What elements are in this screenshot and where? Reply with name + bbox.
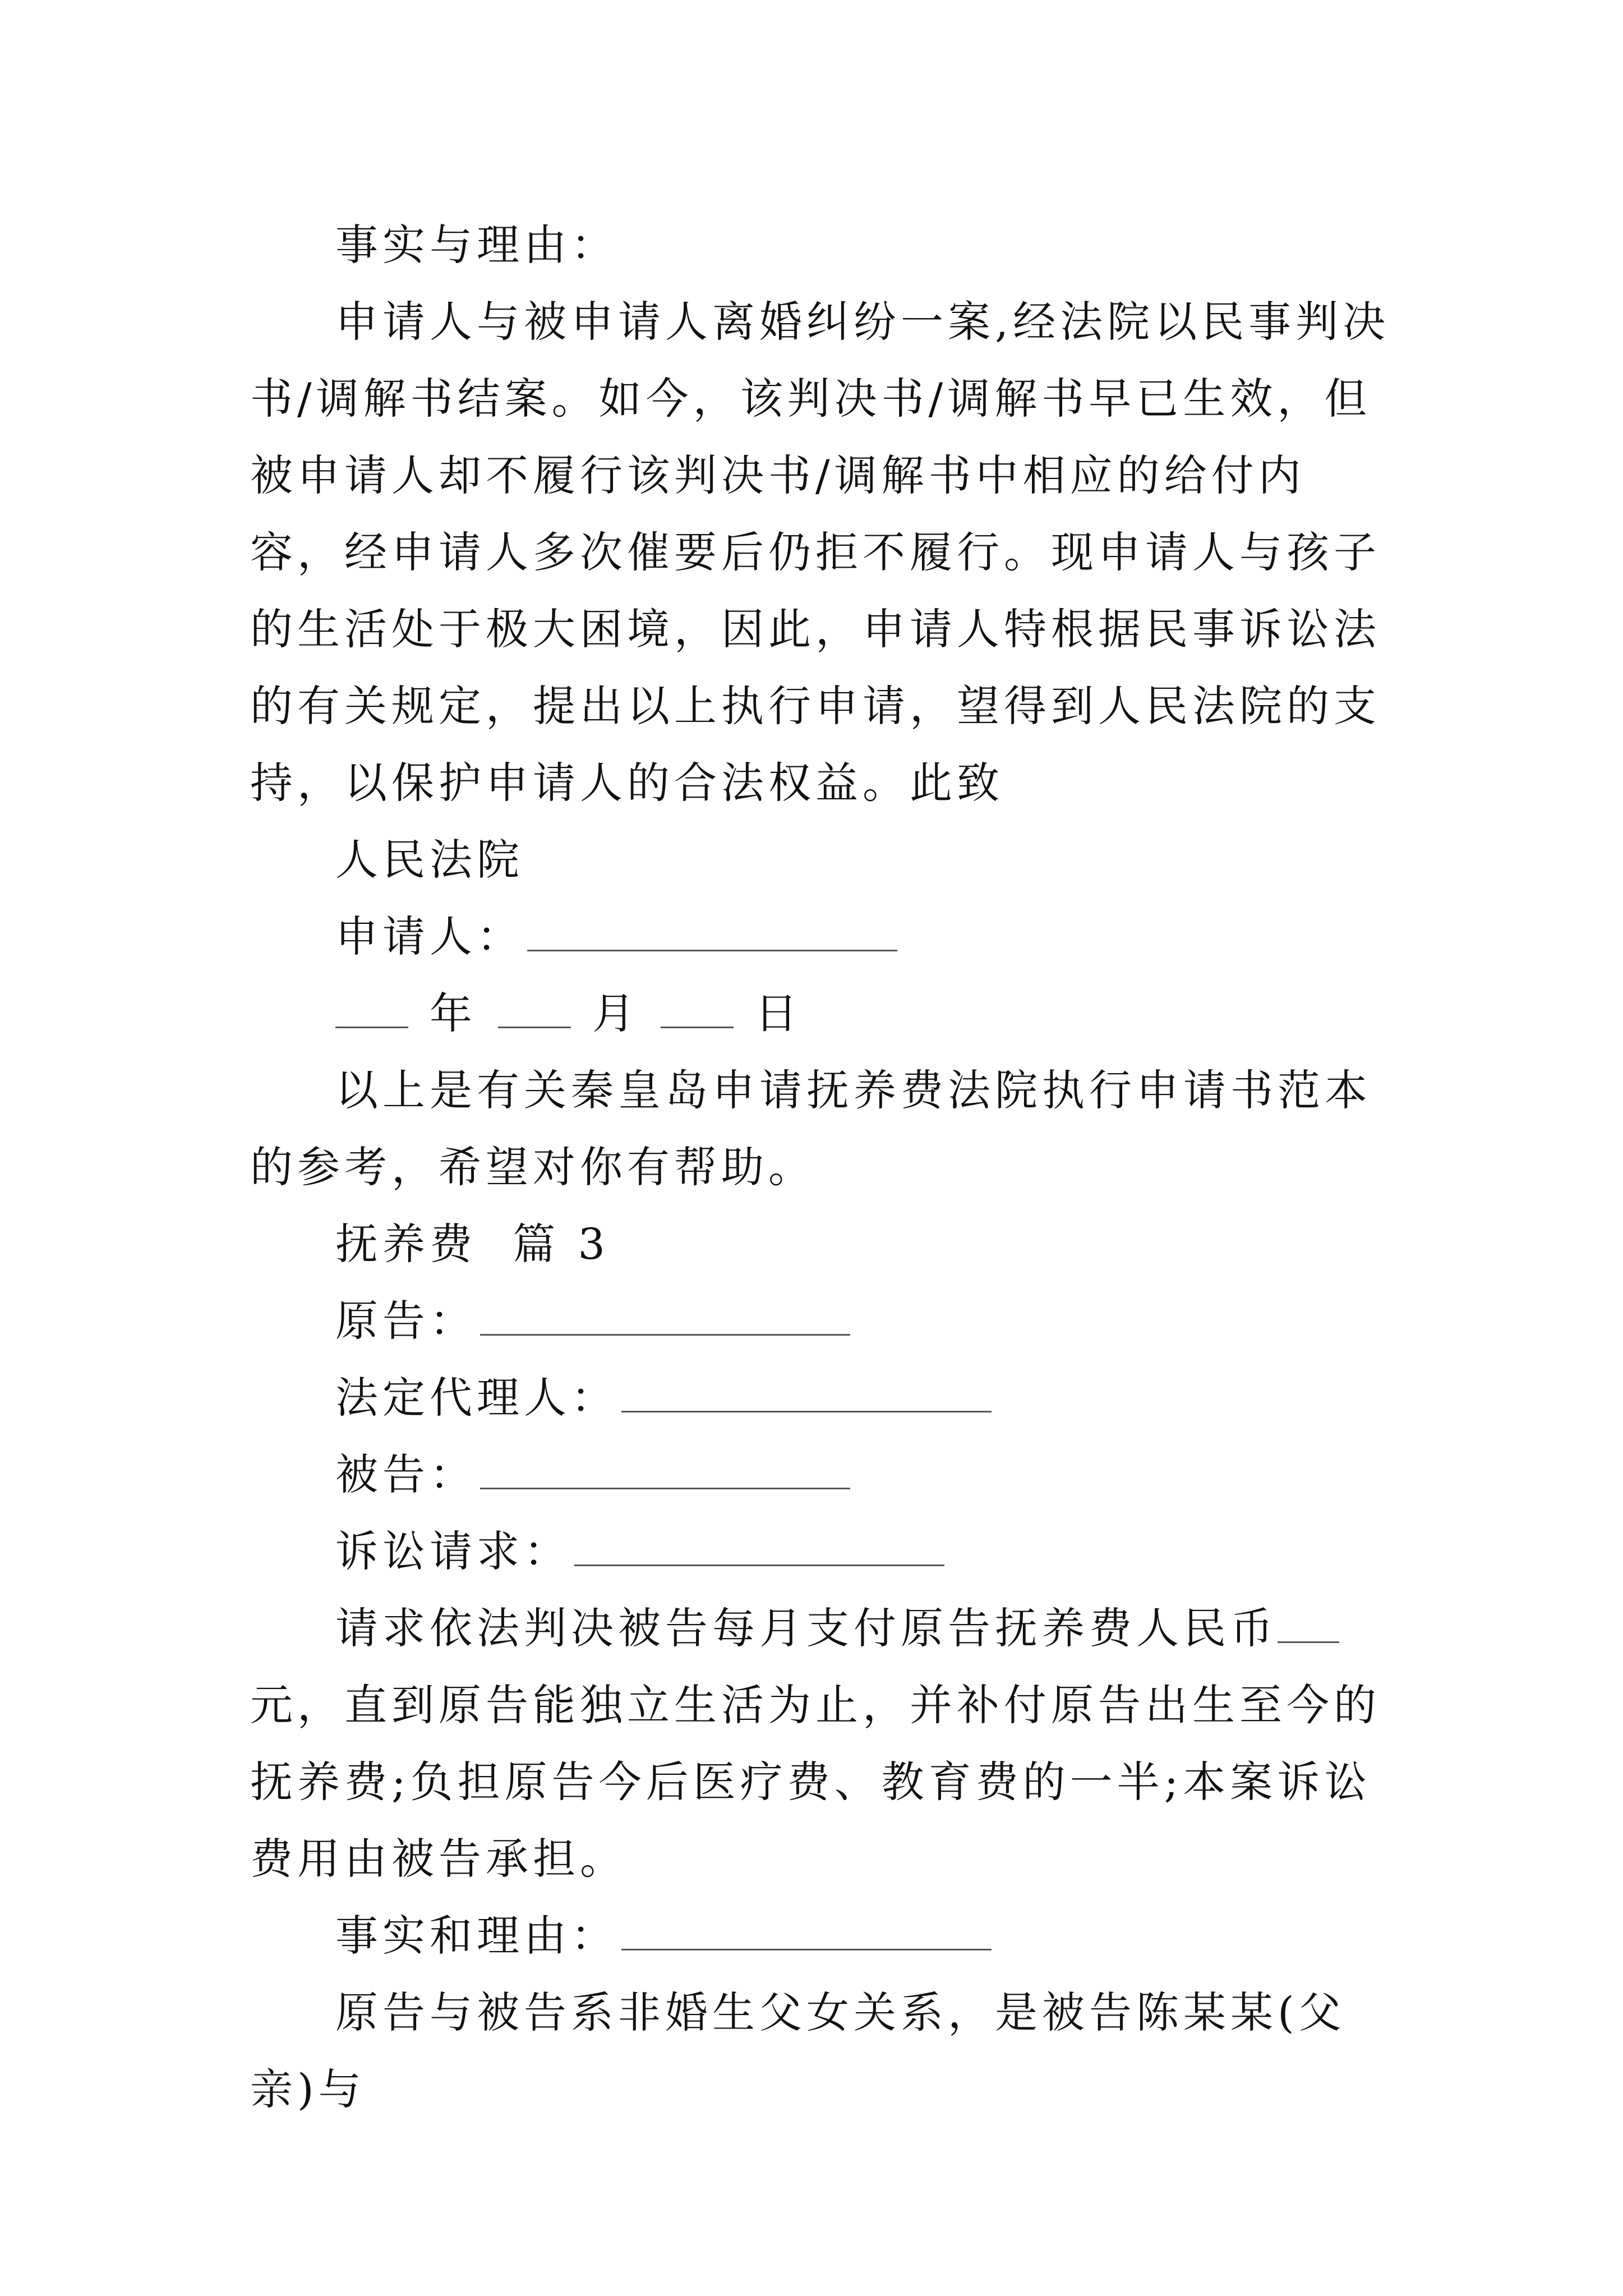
claims-label: 诉讼请求： (335, 1526, 571, 1576)
day-blank (661, 992, 734, 1028)
defendant-label: 被告： (335, 1450, 477, 1499)
defendant-line (250, 1436, 1394, 1513)
plaintiff-line (250, 1282, 1394, 1359)
agent-blank (621, 1376, 992, 1412)
document-body (250, 206, 1394, 2128)
agent-label: 法定代理人： (335, 1373, 618, 1423)
day-label: 日 (755, 988, 802, 1038)
applicant-label: 申请人： (335, 912, 524, 961)
plaintiff-label: 原告： (335, 1296, 477, 1346)
agent-line (250, 1359, 1394, 1436)
facts2-paragraph: 原告与被告系非婚生父女关系，是被告陈某某(父亲)与 (250, 1987, 1346, 2114)
facts2-label: 事实和理由： (335, 1911, 618, 1961)
date-line (250, 975, 1394, 1052)
month-blank (498, 992, 571, 1028)
applicant-blank (527, 915, 897, 951)
facts-heading: 事实与理由： (335, 220, 618, 270)
amount-blank (1278, 1607, 1339, 1643)
section-title: 抚养费 篇 3 (335, 1219, 610, 1269)
month-label: 月 (592, 988, 639, 1038)
court-name: 人民法院 (335, 835, 524, 885)
facts-paragraph: 申请人与被申请人离婚纠纷一案,经法院以民事判决书/调解书结案。如今，该判决书/调解书早已生效，但被申请人却不履行该判决书/调解书中相应的给付内容，经申请人多次催要后仍拒不履行。现申请人与孩子的生活处于极大困境，因此，申请人特根据民事诉讼法的有关规定，提出以上执行申请，望得到人民法院的支持，以保护申请人的合法权益。此致 (250, 297, 1390, 808)
claims-blank (574, 1530, 944, 1566)
claim-text-start: 请求依法判决被告每月支付原告抚养费人民币 (335, 1603, 1278, 1653)
claim-text-rest: 元，直到原告能独立生活为止，并补付原告出生至今的抚养费;负担原告今后医疗费、教育费的一半;本案诉讼费用由被告承担。 (250, 1680, 1381, 1884)
applicant-line (250, 898, 1394, 975)
facts2-line (250, 1897, 1394, 1974)
claim-paragraph (250, 1590, 1394, 1897)
year-blank (335, 992, 408, 1028)
facts2-blank (621, 1914, 992, 1950)
defendant-blank (480, 1453, 850, 1489)
closing-paragraph: 以上是有关秦皇岛申请抚养费法院执行申请书范本的参考，希望对你有帮助。 (250, 1065, 1372, 1192)
year-label: 年 (430, 988, 477, 1038)
plaintiff-blank (480, 1299, 850, 1336)
claims-line (250, 1513, 1394, 1590)
